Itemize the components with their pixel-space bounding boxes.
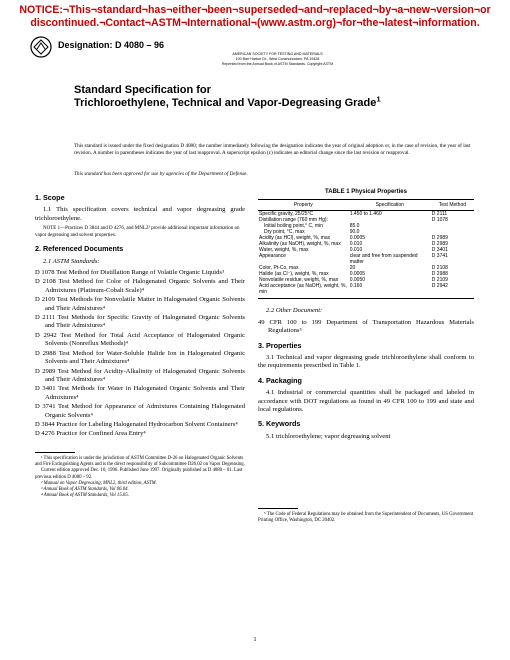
table-cell-property: Halide (as Cl⁻), weight, %, max [259,271,329,278]
reference-item: D 3844 Practice for Labeling Halogenated Hydrocarbon Solvent Containers⁴ [35,420,238,428]
subsection-heading: 2.1 ASTM Standards: [43,257,100,265]
table-cell-specification: 0.0005 [349,235,366,242]
reference-item: D 2109 Test Methods for Nonvolatile Matter in Halogenated Organic Solvents and Their Admixtures⁴ [35,296,245,312]
footnote-divider [258,508,298,509]
table-header-specification: Specification [349,200,431,211]
table-cell-specification: clear and free from suspended matter [349,253,418,266]
footnote: ³ Annual Book of ASTM Standards, Vol 06.04. [41,487,129,493]
table-cell-property: Specific gravity, 25/25°C [259,211,314,218]
physical-properties-table [258,199,474,299]
table-cell-test-method: D 2989 [431,241,448,248]
section-heading: 1. Scope [35,193,65,202]
title-line-2 [74,94,454,110]
table-body [258,211,474,299]
table-cell-property: Dry point, °C, max [264,229,305,236]
table-cell-property: Appearance [259,253,286,260]
publisher-line: Reprinted from the Annual Book of ASTM Standards. Copyright ASTM [221,62,334,66]
section-heading: 5. Keywords [258,419,301,429]
notice-line-1: NOTICE:¬This¬standard¬has¬either¬been¬superseded¬and¬replaced¬by¬a¬new¬version¬or [19,4,491,16]
title-line-1: Standard Specification for [74,84,211,96]
subsection-heading: 2.2 Other Document: [266,307,323,315]
reference-item: D 2108 Test Method for Color of Halogenated Organic Solvents and Their Admixtures (Platinum-Cobalt Scale)⁴ [35,278,245,294]
table-cell-specification: 0.0005 [349,271,366,278]
table-cell-specification: 1.450 to 1.460 [349,211,382,218]
title-text: Trichloroethylene, Technical and Vapor-Degreasing Grade [74,97,377,109]
table-cell-test-method: D 2988 [431,271,448,278]
footnote-divider [35,452,75,453]
table-cell-property: Distillation range (760 mm Hg): [259,217,328,224]
footnote: ⁵ The Code of Federal Regulations may be obtained from the Superintendent of Documents, US Government Printing Office, Washington, DC 20402. [258,512,474,524]
reference-item: 49 CFR 100 to 199 Department of Transportation Hazardous Materials Regulations⁵ [258,318,474,335]
reference-item: D 2989 Test Method for Acidity-Alkalinity of Halogenated Organic Solvents and Their Admixtures⁴ [35,367,245,383]
table-cell-property: Water, weight, %, max [259,247,309,254]
paragraph: 5.1 trichloroethylene; vapor degreasing solvent [266,432,391,440]
superseded-notice [0,4,510,30]
table-cell-property: Acid acceptance (as NaOH), weight, %, min [258,283,349,299]
table-cell-test-method: D 2109 [431,277,448,284]
paragraph: 4.1 Industrial or commercial quantities shall be packaged and labeled in accordance with DOT regulations as found in 49 CFR 100 to 199 and state and local regulations. [258,389,474,414]
intro-paragraph: This standard is issued under the fixed designation D 4080; the number immediately following the designation indicates the year of original adoption or, in the case of revision, the year of last revision. A number in parentheses indicates the year of last reapproval. A superscript epsilon (ε) indicates an editorial change since the last revision or reapproval. [74,143,471,156]
reference-item: D 2942 Test Method for Total Acid Acceptance of Halogenated Organic Solvents (Nonreflux Methods)⁴ [35,331,245,348]
astm-logo-icon [30,36,52,58]
table-header-property: Property [258,200,349,211]
table-cell-specification: 0.160 [349,283,431,299]
section-heading: 3. Properties [258,340,302,350]
publisher-block [200,52,355,67]
table-cell-specification: 0.010 [349,247,363,254]
table-header-test-method: Test Method [431,200,474,211]
notice-line-2: discontinued.¬Contact¬ASTM¬International¬(www.astm.org)¬for¬the¬latest¬information. [30,17,480,29]
reference-item: D 3401 Test Methods for Water in Halogenated Organic Solvents and Their Admixtures⁴ [35,385,245,401]
section-heading: 2. Referenced Documents [35,244,124,254]
table-title: TABLE 1 Physical Properties [325,189,407,195]
title-footnote-mark: 1 [376,94,381,104]
table-cell-property: Alkalinity (as NaOH), weight, %, max [259,241,341,248]
table-cell-test-method: D 2989 [431,235,448,242]
table-row [258,253,474,265]
reference-item: D 3741 Test Method for Appearance of Admixtures Containing Halogenated Organic Solvents⁴ [35,403,245,419]
designation: Designation: D 4080 – 96 [58,40,165,50]
footnotes-left [35,452,245,499]
reference-item: D 2988 Test Method for Water-Soluble Halide Ion in Halogenated Organic Solvents and Their Admixtures⁴ [35,349,245,366]
table-cell-specification: 20 [349,265,356,272]
table-cell-property: Color, Pt-Co, max [259,265,299,272]
footnote: ⁴ Annual Book of ASTM Standards, Vol 15.05. [41,493,129,499]
table-cell-specification: 85.0 [349,223,360,230]
table-cell-test-method: D 2942 [431,283,474,299]
publisher-line: 100 Barr Harbor Dr., West Conshohocken, PA 19428 [235,57,320,61]
note: NOTE 1—Practices D 3844 and D 4276, and MNL2² provide additional important information on vapor degreasing and solvent properties. [35,226,240,238]
section-heading: 4. Packaging [258,375,302,385]
table-cell-property: Nonvolatile residue, weight, %, max [259,277,339,284]
table-header-row [258,200,474,211]
approval-statement: This standard has been approved for use by agencies of the Department of Defense. [74,171,248,177]
table-row [258,283,474,299]
publisher-line: AMERICAN SOCIETY FOR TESTING AND MATERIALS [232,52,323,56]
paragraph: 1.1 This specification covers technical and vapor degreasing grade trichloroethylene. [35,206,245,222]
footnote: Current edition approved Dec. 10, 1996. Published June 1997. Originally published as D 4080 – 81. Last previous edition D 4080 – 92. [35,468,243,480]
table-cell-test-method: D 3401 [431,247,448,254]
left-column [35,188,245,440]
reference-item: D 2111 Test Methods for Specific Gravity of Halogenated Organic Solvents and Their Admixtures⁴ [35,314,245,330]
table-cell-property: Initial boiling point,° C, min [264,223,323,230]
footnote: ¹ This specification is under the jurisdiction of ASTM Committee D-26 on Halogenated Organic Solvents and Fire Extinguishing Agents and is the direct responsibility of Subcommittee D26.02 on Vapor Degreasing. [35,456,245,468]
table-cell-specification: 0.0050 [349,277,366,284]
table-cell-specification: 0.010 [349,241,363,248]
right-column [258,188,474,444]
document-title [74,84,454,110]
table-cell-test-method: D 2108 [431,265,448,272]
table-cell-test-method: D 1078 [431,217,448,224]
reference-item: D 4276 Practice for Confined Area Entry⁴ [35,430,146,438]
paragraph: 3.1 Technical and vapor degreasing grade trichloroethylene shall conform to the requirements prescribed in Table 1. [258,354,474,370]
reference-item: D 1078 Test Method for Distillation Range of Volatile Organic Liquids³ [35,269,224,277]
page-number: 1 [253,636,257,643]
table-cell-specification: 90.0 [349,229,360,236]
table-cell-test-method: D 2111 [431,211,448,218]
table-cell-property: Acidity (as HCl), weight, %, max [259,235,331,242]
table-cell-test-method: D 3741 [431,253,448,260]
footnotes-right [258,508,474,524]
footnote: ² Manual on Vapor Degreasing, MNL2, third edition, ASTM. [41,480,157,486]
